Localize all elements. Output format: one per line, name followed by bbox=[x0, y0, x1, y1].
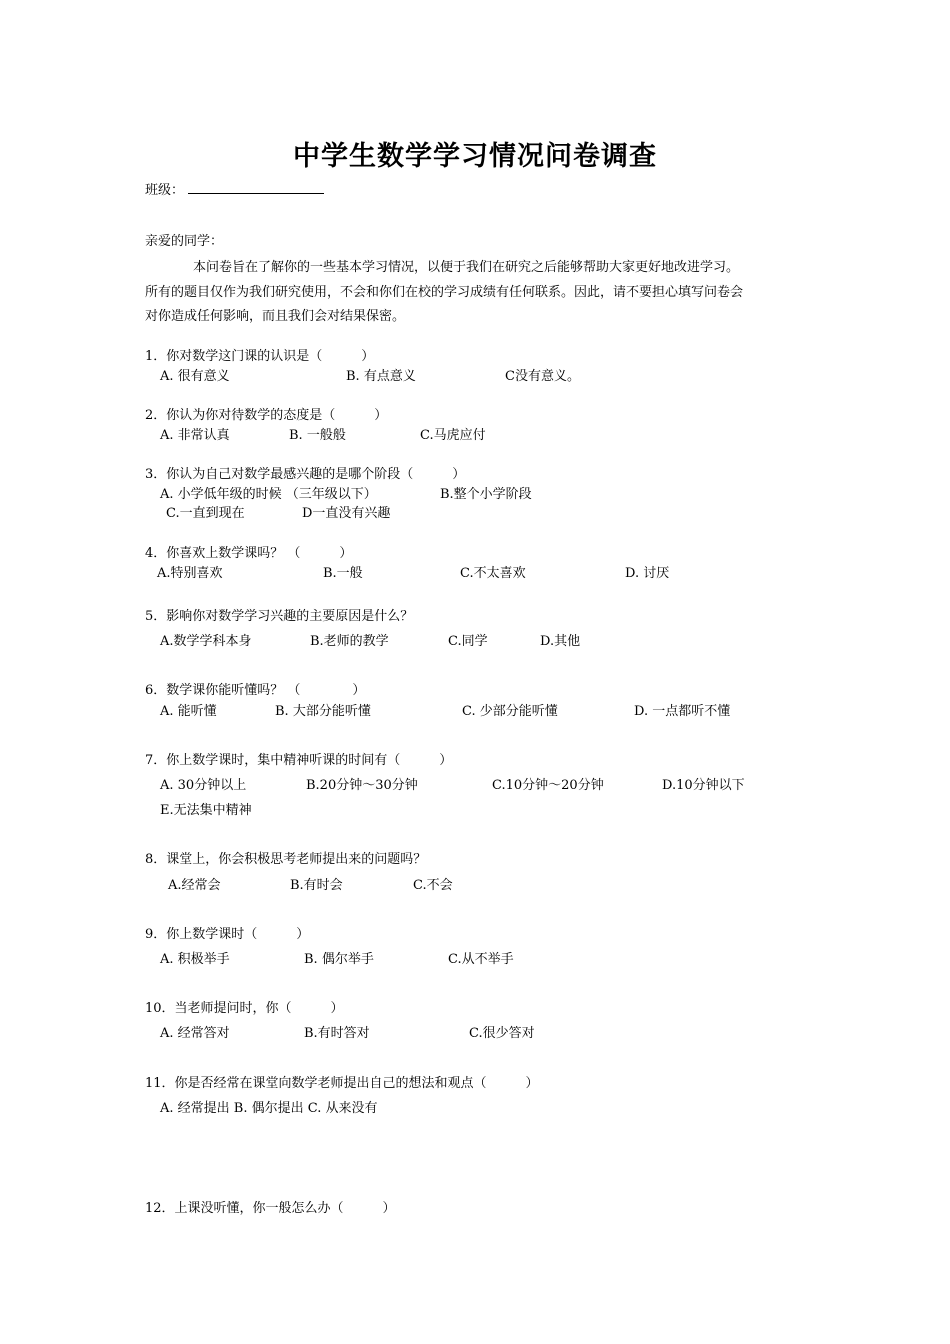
question-6-option-b: B. 大部分能听懂 bbox=[275, 704, 371, 719]
question-3-option-c: C.一直到现在 bbox=[166, 506, 245, 521]
intro-line-2: 所有的题目仅作为我们研究使用，不会和你们在校的学习成绩有任何联系。因此，请不要担心填写问卷会 bbox=[145, 285, 744, 300]
question-11: 11．你是否经常在课堂向数学老师提出自己的想法和观点（ ） bbox=[145, 1076, 539, 1091]
question-7-option-c: C.10分钟～20分钟 bbox=[492, 778, 604, 793]
question-3: 3．你认为自己对数学最感兴趣的是哪个阶段（ ） bbox=[145, 467, 466, 482]
class-field bbox=[145, 179, 324, 198]
question-1-option-b: B. 有点意义 bbox=[346, 369, 416, 384]
question-1-option-c: C没有意义。 bbox=[505, 369, 580, 384]
question-9: 9．你上数学课时（ ） bbox=[145, 927, 310, 942]
question-10-option-b: B.有时答对 bbox=[304, 1026, 370, 1041]
question-8: 8．课堂上，你会积极思考老师提出来的问题吗？ bbox=[145, 852, 427, 867]
question-9-option-a: A. 积极举手 bbox=[160, 952, 230, 967]
question-8-option-b: B.有时会 bbox=[290, 878, 343, 893]
question-5-option-c: C.同学 bbox=[448, 634, 488, 649]
question-10-option-a: A. 经常答对 bbox=[160, 1026, 230, 1041]
question-7-option-a: A. 30分钟以上 bbox=[160, 778, 247, 793]
question-11-options: A. 经常提出 B. 偶尔提出 C. 从来没有 bbox=[160, 1101, 378, 1116]
question-7-option-e: E.无法集中精神 bbox=[160, 803, 252, 818]
question-2-option-c: C.马虎应付 bbox=[420, 428, 486, 443]
question-4: 4．你喜欢上数学课吗？ （ ） bbox=[145, 546, 353, 561]
question-3-option-d: D一直没有兴趣 bbox=[302, 506, 391, 521]
question-6-option-c: C. 少部分能听懂 bbox=[462, 704, 558, 719]
question-8-option-a: A.经常会 bbox=[168, 878, 221, 893]
question-8-option-c: C.不会 bbox=[413, 878, 453, 893]
question-2: 2．你认为你对待数学的态度是（ ） bbox=[145, 408, 388, 423]
question-9-option-c: C.从不举手 bbox=[448, 952, 514, 967]
question-7-option-b: B.20分钟～30分钟 bbox=[306, 778, 418, 793]
question-4-option-a: A.特别喜欢 bbox=[157, 566, 223, 581]
question-10: 10．当老师提问时，你（ ） bbox=[145, 1001, 344, 1016]
question-3-option-b: B.整个小学阶段 bbox=[440, 487, 532, 502]
question-1-option-a: A. 很有意义 bbox=[160, 369, 230, 384]
question-12: 12．上课没听懂，你一般怎么办（ ） bbox=[145, 1201, 396, 1216]
question-9-option-b: B. 偶尔举手 bbox=[304, 952, 374, 967]
class-label: 班级： bbox=[145, 183, 185, 198]
question-3-option-a: A. 小学低年级的时候 （三年级以下） bbox=[160, 487, 377, 502]
question-4-option-d: D. 讨厌 bbox=[625, 566, 670, 581]
intro-line-1: 本问卷旨在了解你的一些基本学习情况，以便于我们在研究之后能够帮助大家更好地改进学习。 bbox=[193, 260, 740, 275]
question-6-option-d: D. 一点都听不懂 bbox=[634, 704, 731, 719]
question-5-option-b: B.老师的教学 bbox=[310, 634, 389, 649]
question-7-option-d: D.10分钟以下 bbox=[662, 778, 745, 793]
question-5-option-d: D.其他 bbox=[540, 634, 581, 649]
class-blank-line bbox=[188, 181, 324, 194]
intro-line-3: 对你造成任何影响，而且我们会对结果保密。 bbox=[145, 309, 406, 324]
question-2-option-a: A. 非常认真 bbox=[160, 428, 230, 443]
question-6: 6．数学课你能听懂吗？ （ ） bbox=[145, 683, 366, 698]
question-7: 7．你上数学课时，集中精神听课的时间有（ ） bbox=[145, 753, 453, 768]
question-4-option-b: B.一般 bbox=[323, 566, 363, 581]
question-4-option-c: C.不太喜欢 bbox=[460, 566, 526, 581]
greeting: 亲爱的同学： bbox=[145, 234, 224, 249]
question-5: 5．影响你对数学学习兴趣的主要原因是什么？ bbox=[145, 609, 414, 624]
question-6-option-a: A. 能听懂 bbox=[160, 704, 217, 719]
question-1: 1．你对数学这门课的认识是（ ） bbox=[145, 349, 375, 364]
page-title: 中学生数学学习情况问卷调查 bbox=[293, 141, 657, 172]
question-5-option-a: A.数学学科本身 bbox=[160, 634, 252, 649]
question-10-option-c: C.很少答对 bbox=[469, 1026, 535, 1041]
question-2-option-b: B. 一般般 bbox=[289, 428, 346, 443]
